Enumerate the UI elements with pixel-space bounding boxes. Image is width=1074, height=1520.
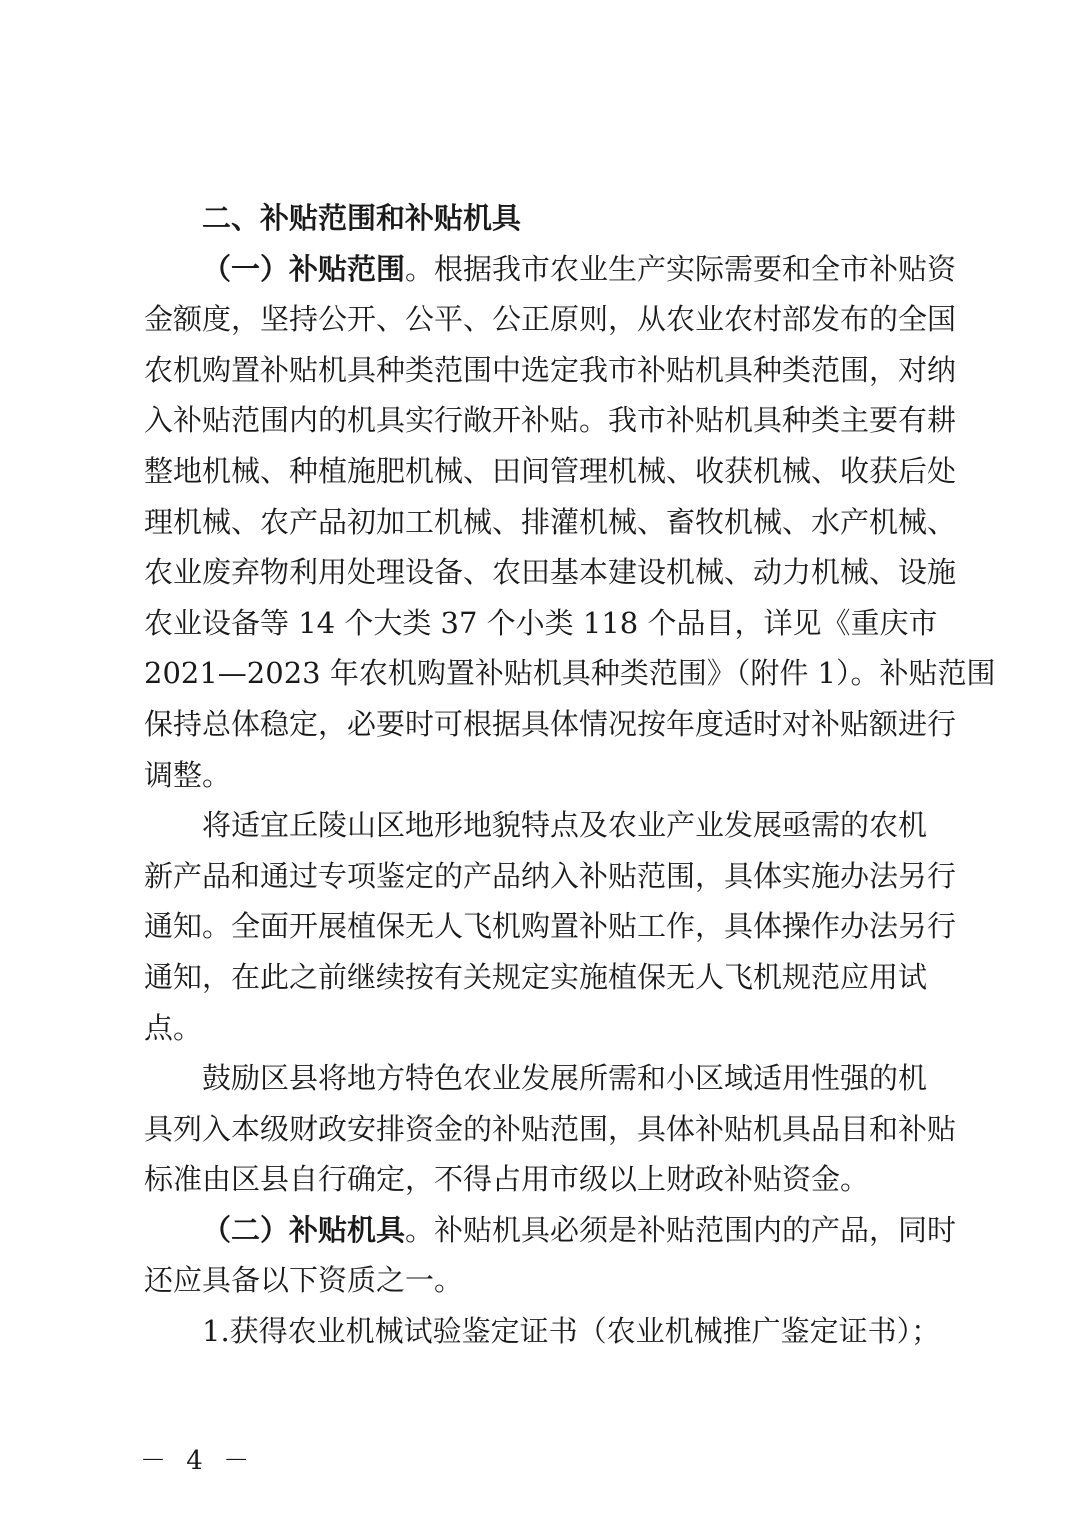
sub-heading-label: （一）补贴范围 (202, 251, 406, 286)
paragraph-text: 。根据我市农业生产实际需要和全市补贴资 (405, 251, 957, 286)
paragraph-line (144, 244, 957, 295)
document-body (144, 193, 996, 1357)
paragraph-line: 调整。 (144, 757, 232, 792)
paragraph-line (144, 1205, 957, 1256)
paragraph-line: 农机购置补贴机具种类范围中选定我市补贴机具种类范围，对纳 (144, 352, 957, 387)
page-number: － 4 － (140, 1446, 256, 1476)
section-heading: 二、补贴范围和补贴机具 (202, 201, 522, 235)
paragraph-line: 入补贴范围内的机具实行敞开补贴。我市补贴机具种类主要有耕 (144, 403, 957, 438)
paragraph-line: 还应具备以下资质之一。 (144, 1263, 464, 1298)
paragraph-line: 理机械、农产品初加工机械、排灌机械、畜牧机械、水产机械、 (144, 504, 957, 539)
paragraph-line: 将适宜丘陵山区地形地貌特点及农业产业发展亟需的农机 (202, 808, 928, 843)
paragraph-line: 点。 (144, 1010, 203, 1045)
sub-heading-label: （二）补贴机具 (202, 1212, 406, 1247)
paragraph-line: 鼓励区县将地方特色农业发展所需和小区域适用性强的机 (202, 1061, 928, 1096)
paragraph-line: 标准由区县自行确定，不得占用市级以上财政补贴资金。 (144, 1162, 870, 1197)
paragraph-line: 1.获得农业机械试验鉴定证书（农业机械推广鉴定证书）； (202, 1314, 941, 1349)
paragraph-line: 通知，在此之前继续按有关规定实施植保无人飞机规范应用试 (144, 959, 928, 994)
paragraph-line: 具列入本级财政安排资金的补贴范围，具体补贴机具品目和补贴 (144, 1111, 957, 1146)
paragraph-line: 农业设备等 14 个大类 37 个小类 118 个品目，详见《重庆市 (144, 605, 938, 640)
paragraph-line: 新产品和通过专项鉴定的产品纳入补贴范围，具体实施办法另行 (144, 858, 957, 893)
paragraph-line: 保持总体稳定，必要时可根据具体情况按年度适时对补贴额进行 (144, 706, 957, 741)
paragraph-line: 2021—2023 年农机购置补贴机具种类范围》（附件 1）。补贴范围 (144, 656, 996, 691)
paragraph-line: 整地机械、种植施肥机械、田间管理机械、收获机械、收获后处 (144, 453, 957, 488)
paragraph-text: 。补贴机具必须是补贴范围内的产品，同时 (405, 1212, 957, 1247)
paragraph-line: 通知。全面开展植保无人飞机购置补贴工作，具体操作办法另行 (144, 909, 957, 944)
paragraph-line: 金额度，坚持公开、公平、公正原则，从农业农村部发布的全国 (144, 302, 957, 337)
paragraph-line: 农业废弃物利用处理设备、农田基本建设机械、动力机械、设施 (144, 555, 957, 590)
